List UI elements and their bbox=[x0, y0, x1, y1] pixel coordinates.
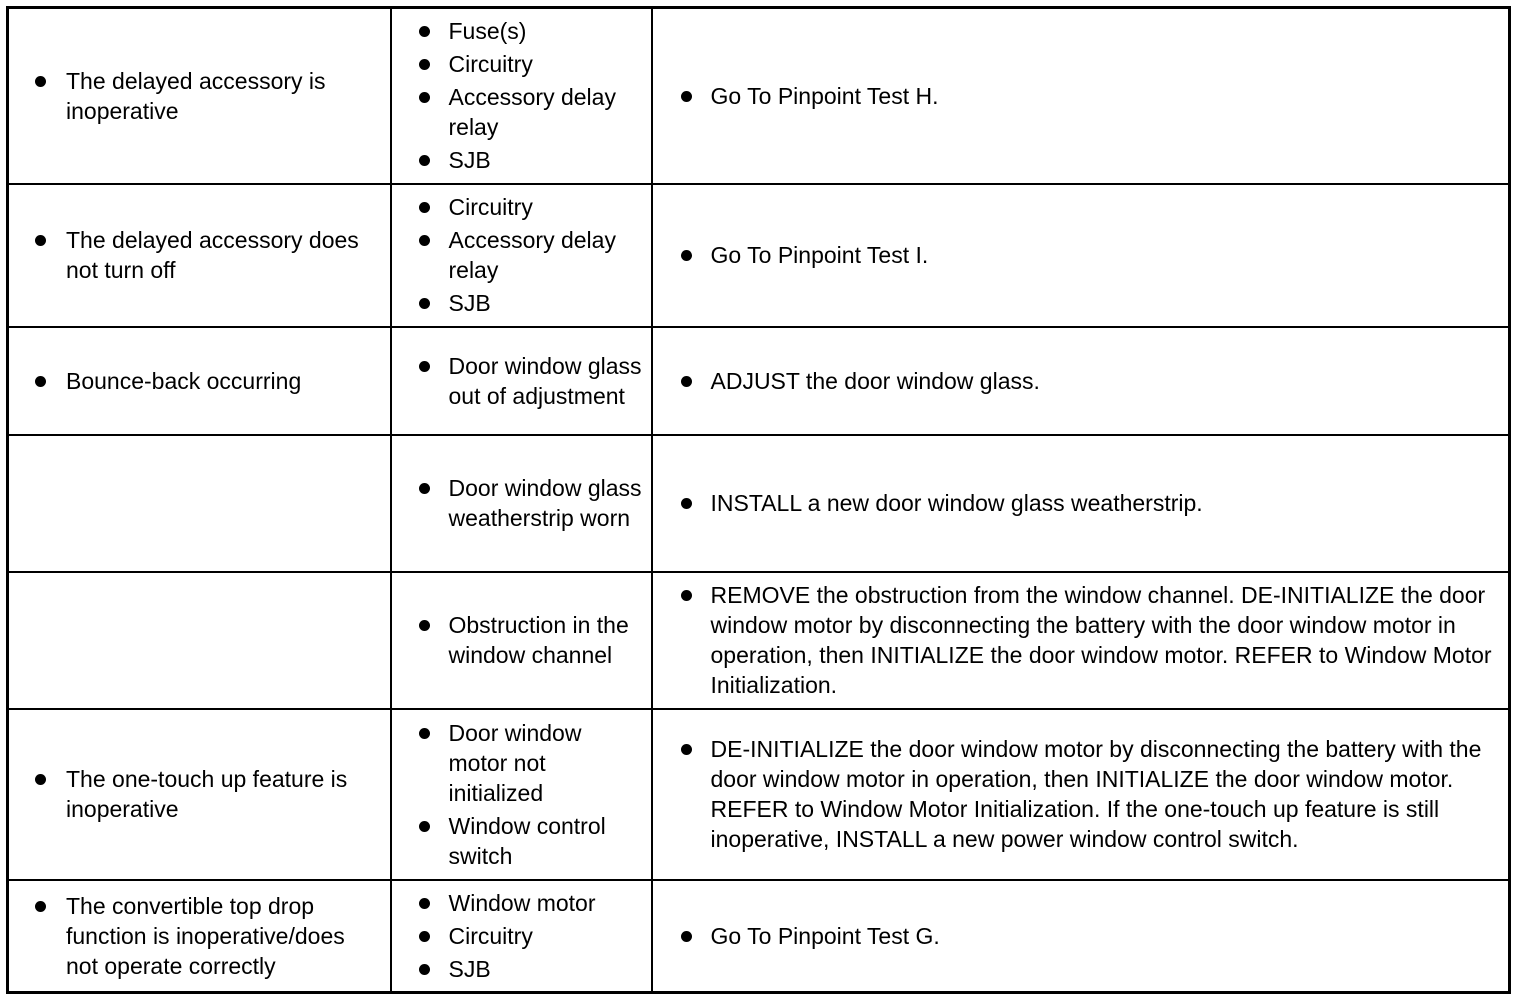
action-text: Go To Pinpoint Test H. bbox=[653, 81, 1509, 111]
action-text: ADJUST the door window glass. bbox=[653, 366, 1509, 396]
action-text: Go To Pinpoint Test G. bbox=[653, 921, 1509, 951]
action-cell bbox=[652, 709, 1510, 880]
possible-source-item: Accessory delay relay bbox=[392, 225, 651, 285]
action-text: INSTALL a new door window glass weatherstrip. bbox=[653, 488, 1509, 518]
table-row bbox=[8, 435, 1510, 572]
condition-text: The convertible top drop function is inoperative/does not operate correctly bbox=[9, 891, 390, 981]
condition-text: The one-touch up feature is inoperative bbox=[9, 764, 390, 824]
symptom-chart-table bbox=[6, 6, 1511, 994]
possible-source-item: Window control switch bbox=[392, 811, 651, 871]
action-text: DE-INITIALIZE the door window motor by disconnecting the battery with the door window motor in operation, then INITIALIZE the door window motor. REFER to Window Motor Initialization. If the one-touch up feature is still inoperative, INSTALL a new power window control switch. bbox=[653, 734, 1509, 854]
possible-source-item: Circuitry bbox=[392, 192, 651, 222]
condition-text: The delayed accessory is inoperative bbox=[9, 66, 390, 126]
action-cell bbox=[652, 435, 1510, 572]
action-cell bbox=[652, 8, 1510, 184]
condition-text: The delayed accessory does not turn off bbox=[9, 225, 390, 285]
condition-cell bbox=[8, 709, 391, 880]
action-text: REMOVE the obstruction from the window channel. DE-INITIALIZE the door window motor by disconnecting the battery with the door window motor in operation, then INITIALIZE the door window motor. REFER to Window Motor Initialization. bbox=[653, 580, 1509, 700]
table-row bbox=[8, 880, 1510, 993]
possible-source-cell bbox=[391, 572, 652, 709]
table-row bbox=[8, 327, 1510, 435]
condition-cell bbox=[8, 327, 391, 435]
table-row bbox=[8, 572, 1510, 709]
condition-cell-empty bbox=[8, 435, 391, 572]
condition-cell bbox=[8, 8, 391, 184]
possible-source-cell bbox=[391, 709, 652, 880]
action-cell bbox=[652, 184, 1510, 327]
possible-source-item: Fuse(s) bbox=[392, 16, 651, 46]
possible-source-cell bbox=[391, 435, 652, 572]
possible-source-item: Door window motor not initialized bbox=[392, 718, 651, 808]
possible-source-item: SJB bbox=[392, 145, 651, 175]
possible-source-item: SJB bbox=[392, 954, 651, 984]
possible-source-item: Circuitry bbox=[392, 49, 651, 79]
condition-cell bbox=[8, 184, 391, 327]
condition-cell bbox=[8, 880, 391, 993]
possible-source-item: Door window glass out of adjustment bbox=[392, 351, 651, 411]
possible-source-item: Window motor bbox=[392, 888, 651, 918]
possible-source-cell bbox=[391, 327, 652, 435]
action-cell bbox=[652, 327, 1510, 435]
possible-source-item: Door window glass weatherstrip worn bbox=[392, 473, 651, 533]
possible-source-cell bbox=[391, 8, 652, 184]
action-text: Go To Pinpoint Test I. bbox=[653, 240, 1509, 270]
table-row bbox=[8, 709, 1510, 880]
possible-source-cell bbox=[391, 184, 652, 327]
condition-text: Bounce-back occurring bbox=[9, 366, 390, 396]
action-cell bbox=[652, 572, 1510, 709]
possible-source-item: Accessory delay relay bbox=[392, 82, 651, 142]
condition-cell-empty bbox=[8, 572, 391, 709]
possible-source-item: SJB bbox=[392, 288, 651, 318]
table-row bbox=[8, 8, 1510, 184]
possible-source-cell bbox=[391, 880, 652, 993]
table-row bbox=[8, 184, 1510, 327]
possible-source-item: Obstruction in the window channel bbox=[392, 610, 651, 670]
action-cell bbox=[652, 880, 1510, 993]
possible-source-item: Circuitry bbox=[392, 921, 651, 951]
